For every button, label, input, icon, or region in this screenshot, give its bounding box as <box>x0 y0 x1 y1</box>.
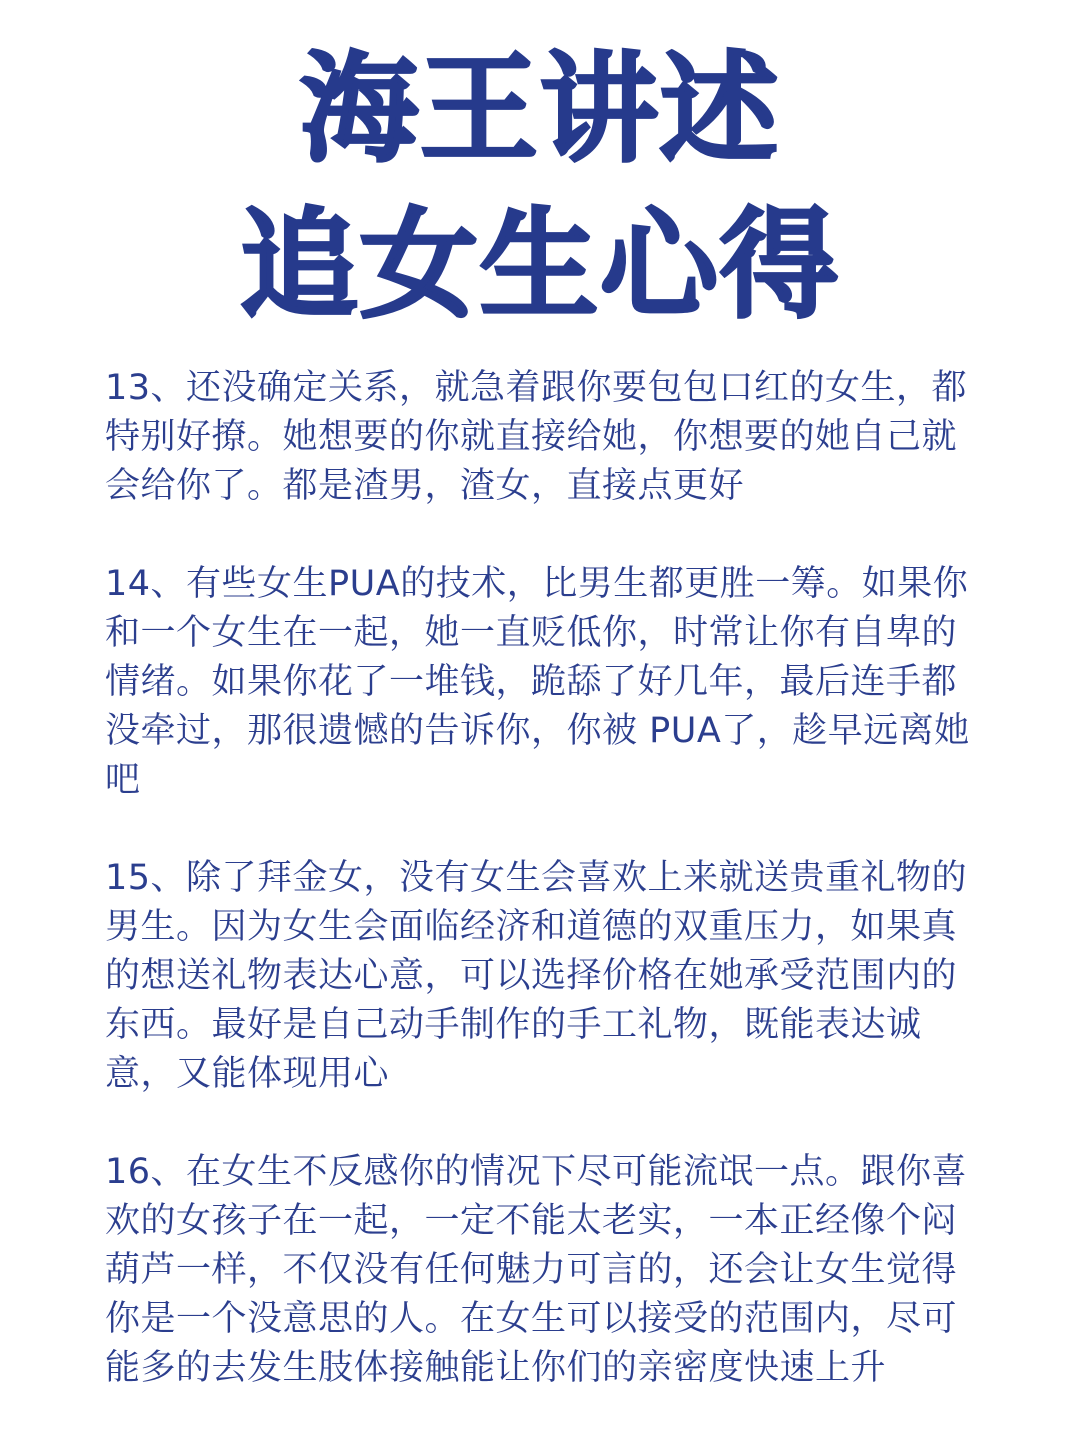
title-line-2: 追女生心得 <box>239 196 840 334</box>
paragraph-13: 13、还没确定关系，就急着跟你要包包口红的女生，都特别好撩。她想要的你就直接给她，你想要的她自己就会给你了。都是渣男，渣女，直接点更好 <box>105 368 968 506</box>
title-line-1: 海王讲述 <box>299 40 780 178</box>
article-body <box>105 364 985 1393</box>
paragraph-16: 16、在女生不反感你的情况下尽可能流氓一点。跟你喜欢的女孩子在一起，一定不能太老实，一本正经像个闷葫芦一样，不仅没有任何魅力可言的，还会让女生觉得你是一个没意思的人。在女生可以接受的范围内，尽可能多的去发生肢体接触能让你们的亲密度快速上升 <box>105 1152 968 1388</box>
paragraph-14: 14、有些女生PUA的技术，比男生都更胜一筹。如果你和一个女生在一起，她一直贬低你，时常让你有自卑的情绪。如果你花了一堆钱，跪舔了好几年，最后连手都没牵过，那很遗憾的告诉你，你被 PUA了，趁早远离她吧 <box>105 564 970 800</box>
paragraph-15: 15、除了拜金女，没有女生会喜欢上来就送贵重礼物的男生。因为女生会面临经济和道德的双重压力，如果真的想送礼物表达心意，可以选择价格在她承受范围内的东西。最好是自己动手制作的手工礼物，既能表达诚意，又能体现用心 <box>105 858 968 1094</box>
